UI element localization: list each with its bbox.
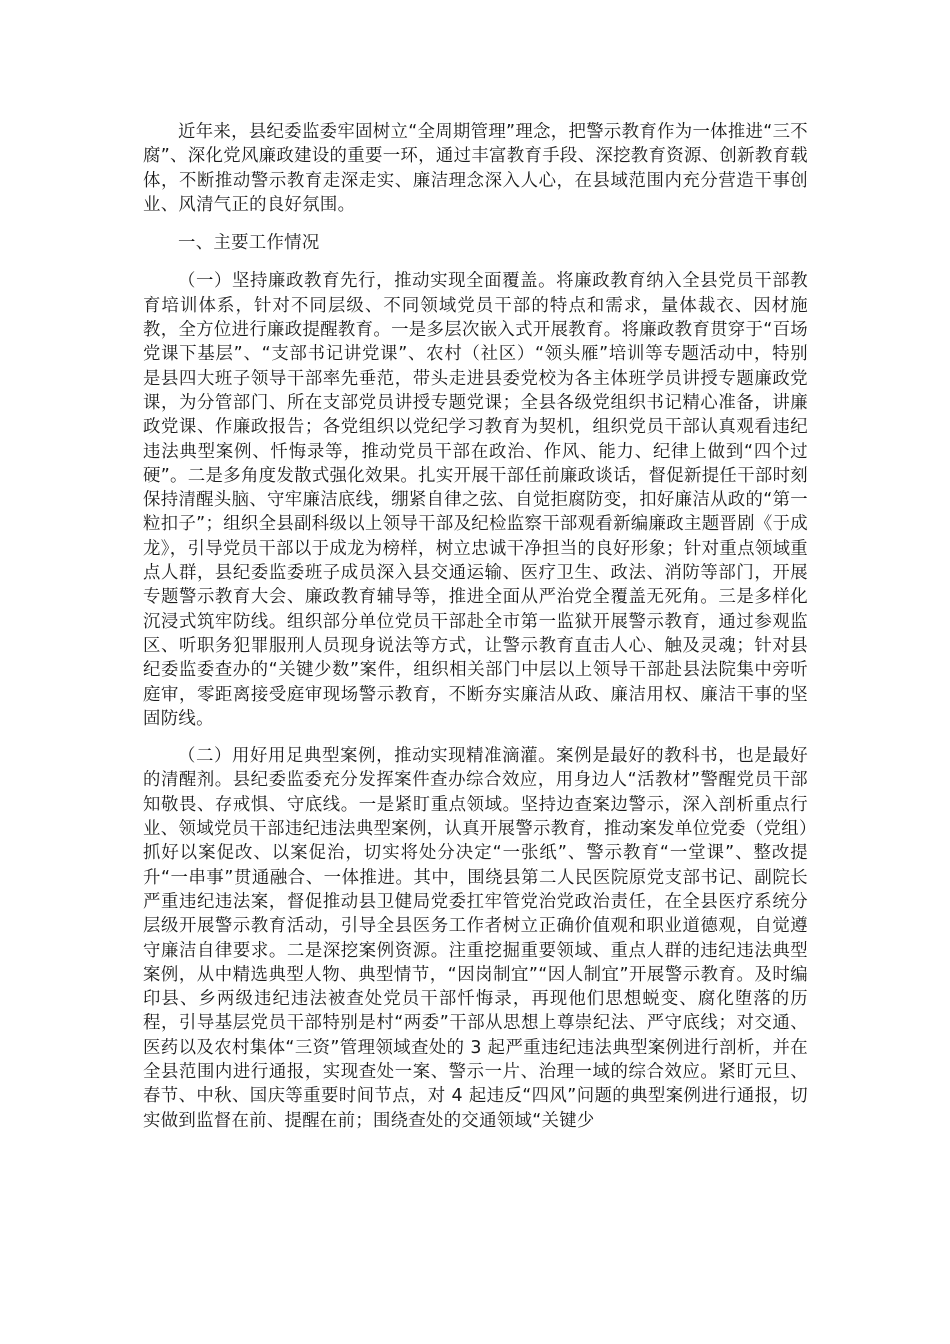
section-2-paragraph: （二）用好用足典型案例，推动实现精准滴灌。案例是最好的教科书，也是最好的清醒剂。县纪委监委充分发挥案件查办综合效应，用身边人“活教材”警醒党员干部知敬畏、存戒惧、守底线。一是紧盯重点领域。坚持边查案边警示，深入剖析重点行业、领域党员干部违纪违法典型案例，认真开展警示教育，推动案发单位党委（党组）抓好以案促改、以案促治，切实将处分决定“一张纸”、警示教育“一堂课”、整改提升“一串事”贯通融合、一体推进。其中，围绕县第二人民医院原党支部书记、副院长严重违纪违法案，督促推动县卫健局党委扛牢管党治党政治责任，在全县医疗系统分层级开展警示教育活动，引导全县医务工作者树立正确价值观和职业道德观，自觉遵守廉洁自律要求。二是深挖案例资源。注重挖掘重要领域、重点人群的违纪违法典型案例，从中精选典型人物、典型情节，“因岗制宜”“因人制宜”开展警示教育。及时编印县、乡两级违纪违法被查处党员干部忏悔录，再现他们思想蜕变、腐化堕落的历程，引导基层党员干部特别是村“两委”干部从思想上尊崇纪法、严守底线；对交通、医药以及农村集体“三资”管理领域查处的 3 起严重违纪违法典型案例进行剖析，并在全县范围内进行通报，实现查处一案、警示一片、治理一域的综合效应。紧盯元旦、春节、中秋、国庆等重要时间节点，对 4 起违反“四风”问题的典型案例进行通报，切实做到监督在前、提醒在前；围绕查处的交通领域“关键少 [143, 746, 808, 1131]
section-heading: 一、主要工作情况 [178, 233, 320, 254]
intro-paragraph: 近年来，县纪委监委牢固树立“全周期管理”理念，把警示教育作为一体推进“三不腐”、深化党风廉政建设的重要一环，通过丰富教育手段、深挖教育资源、创新教育载体，不断推动警示教育走深走实、廉洁理念深入人心，在县域范围内充分营造干事创业、风清气正的良好氛围。 [143, 122, 808, 215]
document-page [143, 120, 808, 1133]
section-1-paragraph: （一）坚持廉政教育先行，推动实现全面覆盖。将廉政教育纳入全县党员干部教育培训体系，针对不同层级、不同领域党员干部的特点和需求，量体裁衣、因材施教，全方位进行廉政提醒教育。一是多层次嵌入式开展教育。将廉政教育贯穿于“百场党课下基层”、“支部书记讲党课”、农村（社区）“领头雁”培训等专题活动中，特别是县四大班子领导干部率先垂范，带头走进县委党校为各主体班学员讲授专题廉政党课，为分管部门、所在支部党员讲授专题党课；全县各级党组织书记精心准备，讲廉政党课、作廉政报告；各党组织以党纪学习教育为契机，组织党员干部认真观看违纪违法典型案例、忏悔录等，推动党员干部在政治、作风、能力、纪律上做到“四个过硬”。二是多角度发散式强化效果。扎实开展干部任前廉政谈话，督促新提任干部时刻保持清醒头脑、守牢廉洁底线，绷紧自律之弦、自觉拒腐防变，扣好廉洁从政的“第一粒扣子”；组织全县副科级以上领导干部及纪检监察干部观看新编廉政主题晋剧《于成龙》，引导党员干部以于成龙为榜样，树立忠诚干净担当的良好形象；针对重点领域重点人群，县纪委监委班子成员深入县交通运输、医疗卫生、政法、消防等部门，开展专题警示教育大会、廉政教育辅导等，推进全面从严治党全覆盖无死角。三是多样化沉浸式筑牢防线。组织部分单位党员干部赴全市第一监狱开展警示教育，通过参观监区、听职务犯罪服刑人员现身说法等方式，让警示教育直击人心、触及灵魂；针对县纪委监委查办的“关键少数”案件，组织相关部门中层以上领导干部赴县法院集中旁听庭审，零距离接受庭审现场警示教育，不断夯实廉洁从政、廉洁用权、廉洁干事的坚固防线。 [143, 271, 808, 729]
